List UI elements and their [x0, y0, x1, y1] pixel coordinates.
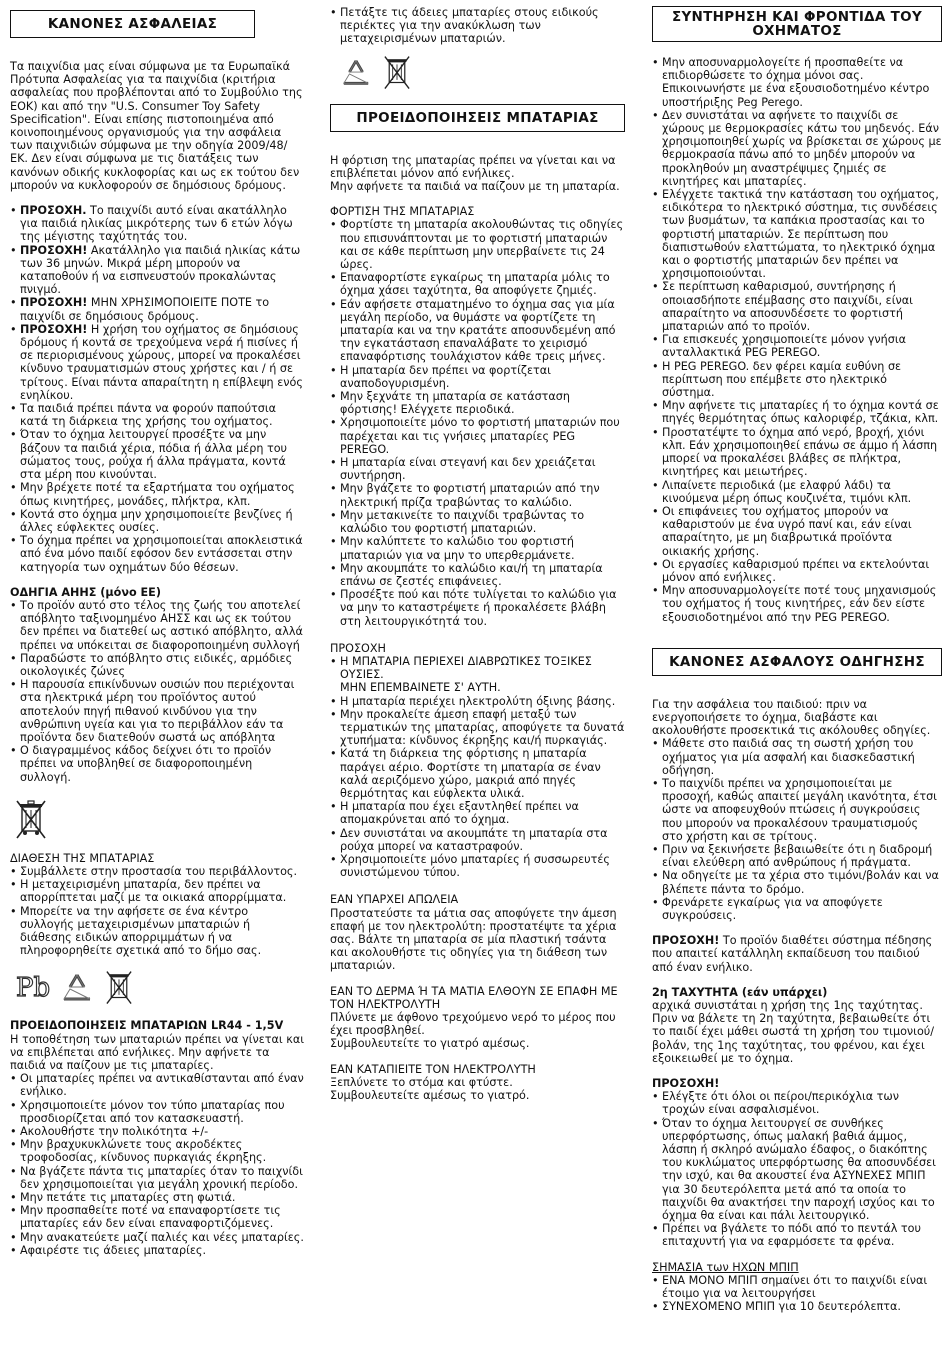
- list-item: • Συμβάλλετε στην προστασία του περιβάλλοντος.: [10, 865, 305, 878]
- warning-item: • Όταν το όχημα λειτουργεί προσέξτε να μην βάζουν τα παιδιά χέρια, πόδια ή άλλα μέρη του σώματος τους, ρούχα ή άλλα πράγματα, κοντά στα μέρη που κινούνται.: [10, 428, 305, 481]
- brake-warning: ΠΡΟΣΟΧΗ! Το προϊόν διαθέτει σύστημα πέδησης που απαιτεί κατάλληλη εκπαίδευση του παιδιού από έναν ενήλικο.: [652, 934, 933, 974]
- list-item: • Η μπαταρία είναι στεγανή και δεν χρειάζεται συντήρηση.: [330, 456, 625, 482]
- list-item: • Παραδώστε το απόβλητο στις ειδικές, αρμόδιες οικολογικές ζώνες: [10, 652, 305, 678]
- list-item: • Ακολουθήστε την πολικότητα +/-: [10, 1125, 305, 1138]
- beep-list: [652, 1274, 942, 1314]
- charging-heading: ΦΟΡΤΙΣΗ ΤΗΣ ΜΠΑΤΑΡΙΑΣ: [330, 205, 475, 219]
- lr44-list: [10, 1072, 305, 1257]
- list-item: • Αφαιρέστε τις άδειες μπαταρίες.: [10, 1244, 305, 1257]
- list-item: • Δεν συνιστάται να ακουμπάτε τη μπαταρία στα ρούχα μπορεί να καταστραφούν.: [330, 827, 625, 853]
- safety-intro: Τα παιχνίδια μας είναι σύμφωνα με τα Ευρωπαϊκά Πρότυπα Ασφαλείας για τα παιχνίδια (κριτήρια ασφαλείας που προβλέπονται από το Συμβούλιο της ΕΟΚ) και από την "U.S. Consumer Toy Safety Specification". Είναι επίσης πιστοποιημένα από κοινοποιημένους οργανισμούς για την ασφάλεια των παιχνιδιών σύμφωνα με την οδηγία 2009/48/ΕΚ. Δεν είναι σύμφωνα με τις διατάξεις των κανόνων οδικής κυκλοφορίας και ως εκ τούτου δεν μπορούν να κυκλοφορούν σε δημόσιους δρόμους.: [10, 60, 303, 192]
- list-item: • Προσέξτε πού και πότε τυλίγεται το καλώδιο για να μην το καταστρέψετε ή προκαλέσετε βλάβη στη λειτουργικότητά του.: [330, 588, 625, 628]
- list-item: • Προστατέψτε το όχημα από νερό, βροχή, χιόνι κλπ. Εάν χρησιμοποιηθεί επάνω σε άμμο ή λάσπη μπορεί να προκαλέσει βλάβες σε πλήκτρα, κινητήρες και μειωτήρες.: [652, 426, 942, 479]
- caution-heading: ΠΡΟΣΟΧΗ!: [652, 1077, 720, 1091]
- list-item: • Οι μπαταρίες πρέπει να αντικαθίστανται από έναν ενήλικο.: [10, 1072, 305, 1098]
- list-item: • Χρησιμοποιείτε μόνο το φορτιστή μπαταριών που παρέχεται και τις γνήσιες μπαταρίες PEG PEREGO.: [330, 416, 625, 456]
- column-1: [10, 6, 305, 1257]
- list-item: • Να βγάζετε πάντα τις μπαταρίες όταν το παιχνίδι δεν χρησιμοποιείται για μεγάλη χρονική περίοδο.: [10, 1165, 305, 1191]
- battery-disposal-heading: ΔΙΑΘΕΣΗ ΤΗΣ ΜΠΑΤΑΡΙΑΣ: [10, 851, 155, 865]
- recycle-icon: [340, 58, 372, 88]
- driving-intro: Για την ασφάλεια του παιδιού: πριν να ενεργοποιήσετε το όχημα, διαβάστε και ακολουθήστε προσεκτικά τις ακόλουθες οδηγίες.: [652, 697, 931, 738]
- list-item: • Μην αποσυναρμολογείτε ή προσπαθείτε να επιδιορθώσετε το όχημα μόνοι σας. Επικοινωνήστε με ένα εξουσιοδοτημένο κέντρο υποστήριξης Peg Perego.: [652, 56, 942, 109]
- list-item: • Μην βραχυκυκλώνετε τους ακροδέκτες τροφοδοσίας, κίνδυνος πυρκαγιάς έκρηξης.: [10, 1138, 305, 1164]
- battery-recycle-icons: [340, 54, 625, 92]
- list-item: • Μην καλύπτετε το καλώδιο του φορτιστή μπαταριών για να μην το υπερθερμάνετε.: [330, 535, 625, 561]
- battery-warnings-title: ΠΡΟΕΙΔΟΠΟΙΗΣΕΙΣ ΜΠΑΤΑΡΙΑΣ: [330, 104, 625, 132]
- warning-item: • ΠΡΟΣΟΧΗ! Ακατάλληλο για παιδιά ηλικίας κάτω των 36 μηνών. Μικρά μέρη μπορούν να καταποθούν ή να εισπνευστούν προκαλώντας πνιγμό.: [10, 244, 305, 297]
- list-item: • Πετάξτε τις άδειες μπαταρίες στους ειδικούς περιέκτες για την ανακύκλωση των μεταχειρισμένων μπαταριών.: [330, 6, 625, 46]
- second-gear-text: αρχικά συνιστάται η χρήση της 1ης ταχύτητας. Πριν να βάλετε τη 2η ταχύτητα, βεβαιωθείτε ότι το παιδί έχει μάθει σωστά τη χρήση του τιμονιού/βολάν, της 1ης ταχύτητας, του φρένου, και έχει εξοικειωθεί με το όχημα.: [652, 999, 935, 1065]
- list-item: • Χρησιμοποιείτε μόνον τον τύπο μπαταρίας που προσδιορίζεται από τον κατασκευαστή.: [10, 1099, 305, 1125]
- recycle-icon: [60, 972, 94, 1004]
- swallow-heading: ΕΑΝ ΚΑΤΑΠΙΕΙΤΕ ΤΟΝ ΗΛΕΚΤΡΟΛΥΤΗ: [330, 1062, 536, 1076]
- maintenance-title: ΣΥΝΤΗΡΗΣΗ ΚΑΙ ΦΡΟΝΤΙΔΑ ΤΟΥ ΟΧΗΜΑΤΟΣ: [652, 6, 942, 42]
- list-item: • Μην αποσυναρμολογείτε ποτέ τους μηχανισμούς του οχήματος ή τους κινητήρες, εάν δεν είστε εξουσιοδοτημένοι από την PEG PEREGO.: [652, 584, 942, 624]
- leak-text: Προστατεύστε τα μάτια σας αποφύγετε την άμεση επαφή με τον ηλεκτρολύτη: προστατέψτε τα χέρια σας. Βάλτε τη μπαταρία σε μία πλαστική τσάντα και ακολουθήστε τις οδηγίες για τη διάθεση των μπαταριών.: [330, 906, 617, 973]
- pb-symbol: Pb: [16, 973, 51, 1004]
- caution-list: [330, 655, 625, 879]
- column-3: [652, 6, 942, 1313]
- swallow-text: Ξεπλύνετε το στόμα και φτύστε. Συμβουλευτείτε αμέσως το γιατρό.: [330, 1075, 530, 1103]
- list-item: • ΕΝΑ ΜΟΝΟ ΜΠΙΠ σημαίνει ότι το παιχνίδι είναι έτοιμο για να λειτουργήσει: [652, 1274, 942, 1300]
- list-item: • Η μεταχειρισμένη μπαταρία, δεν πρέπει να απορρίπτεται μαζί με τα οικιακά απορρίμματα.: [10, 878, 305, 904]
- list-item: • Δεν συνιστάται να αφήνετε το παιχνίδι σε χώρους με θερμοκρασίες κάτω του μηδενός. Εάν χρησιμοποιηθεί χωρίς να βρίσκεται σε χώρους με θερμοκρασία πάνω από το μηδέν μπορούν να προκληθούν μη αναστρέψιμες ζημιές σε κινητήρες και μπαταρίες.: [652, 109, 942, 188]
- list-item: • Κατά τη διάρκεια της φόρτισης η μπαταρία παράγει αέριο. Φορτίστε τη μπαταρία σε έναν καλά αεριζόμενο χώρο, μακριά από πηγές θερμότητας και εύφλεκτα υλικά.: [330, 747, 625, 800]
- list-item: • Οι εργασίες καθαρισμού πρέπει να εκτελούνται μόνον από ενήλικες.: [652, 558, 942, 584]
- list-item: • ΣΥΝΕΧΟΜΕΝΟ ΜΠΙΠ για 10 δευτερόλεπτα.: [652, 1300, 942, 1313]
- list-item: • Όταν το όχημα λειτουργεί σε συνθήκες υπερφόρτωσης, όπως μαλακή βαθιά άμμος, λάσπη ή σκληρό ανώμαλο έδαφος, ο διακόπτης του κυκλώματος υπερφόρτωσης θα αποσυνδέσει την ισχύ, και θα ακουστεί ένα ΑΣΥΝΕΧΕΣ ΜΠΙΠ για 30 δευτερόλεπτα μετά από τα οποία το παιχνίδι θα ανακτήσει την παροχή ισχύος και το όχημα θα είναι και πάλι λειτουργικό.: [652, 1117, 942, 1223]
- list-item: • Η παρουσία επικίνδυνων ουσιών που περιέχονται στα ηλεκτρικά μέρη του προϊόντος αυτού αποτελούν πηγή πιθανού κινδύνου για την ανθρώπινη υγεία και για το περιβάλλον εάν τα προϊόντα δεν διατεθούν σωστά ως απόβλητα: [10, 678, 305, 744]
- driving-list: [652, 737, 942, 922]
- list-item: • Επαναφορτίστε εγκαίρως τη μπαταρία μόλις το όχημα χάσει ταχύτητα, θα αποφύγετε ζημιές.: [330, 271, 625, 297]
- list-item: • Το παιχνίδι πρέπει να χρησιμοποιείται με προσοχή, καθώς απαιτεί μεγάλη ικανότητα, έτσι ώστε να αποφευχθούν πτώσεις ή συγκρούσεις που μπορούν να προκαλέσουν τραυματισμούς στο χρήστη και σε τρίτους.: [652, 777, 942, 843]
- list-item: • Για επισκευές χρησιμοποιείτε μόνον γνήσια ανταλλακτικά PEG PEREGO.: [652, 333, 942, 359]
- list-item: • Μην βγάζετε το φορτιστή μπαταριών από την ηλεκτρική πρίζα τραβώντας το καλώδιο.: [330, 482, 625, 508]
- list-item: • Σε περίπτωση καθαρισμού, συντήρησης ή οποιασδήποτε επέμβασης στο παιχνίδι, είναι απαραίτητο να αποσυνδέσετε το φορτιστή μπαταριών από το προϊόν.: [652, 280, 942, 333]
- crossed-bin-icon: [104, 969, 134, 1007]
- second-gear-heading: 2η ΤΑΧΥΤΗΤΑ (εάν υπάρχει): [652, 985, 828, 999]
- beep-meaning-heading: ΣΗΜΑΣΙΑ των ΗΧΩΝ ΜΠΙΠ: [652, 1260, 799, 1274]
- list-item: • Λιπαίνετε περιοδικά (με ελαφρύ λάδι) τα κινούμενα μέρη όπως κουζινέτα, τιμόνι κλπ.: [652, 479, 942, 505]
- warning-item: • ΠΡΟΣΟΧΗ! Η χρήση του οχήματος σε δημόσιους δρόμους ή κοντά σε τρεχούμενα νερά ή πισίνες ή σε περιορισμένους χώρους, μπορεί να προκαλέσει κίνδυνο τραυματισμών στους χρήστες και / ή σε τρίτους. Είναι πάντα απαραίτητη η επίβλεψη ενός ενηλίκου.: [10, 323, 305, 402]
- list-item: • Μπορείτε να την αφήσετε σε ένα κέντρο συλλογής μεταχειρισμένων μπαταριών ή διάθεσης ειδικών απορριμμάτων ή να πληροφορηθείτε σχετικά από το δήμο σας.: [10, 905, 305, 958]
- list-item: • Οι επιφάνειες του οχήματος μπορούν να καθαριστούν με ένα υγρό πανί και, εάν είναι απαραίτητο, με μη διαβρωτικά προϊόντα οικιακής χρήσης.: [652, 505, 942, 558]
- charging-list: [330, 218, 625, 627]
- leak-heading: ΕΑΝ ΥΠΑΡΧΕΙ ΑΠΩΛΕΙΑ: [330, 893, 459, 907]
- battery-disposal-list: [10, 865, 305, 957]
- list-item: • Μην ακουμπάτε το καλώδιο και/ή τη μπαταρία επάνω σε ζεστές επιφάνειες.: [330, 562, 625, 588]
- list-item: • Το προϊόν αυτό στο τέλος της ζωής του αποτελεί απόβλητο ταξινομημένο ΑΗΣΣ και ως εκ τούτου δεν πρέπει να διατεθεί ως αστικό απόβλητο, αλλά πρέπει να υπόκειται σε διαφοροποιημένη συλλογή: [10, 599, 305, 652]
- list-item: • Φρενάρετε εγκαίρως για να αποφύγετε συγκρούσεις.: [652, 896, 942, 922]
- safe-driving-title: ΚΑΝΟΝΕΣ ΑΣΦΑΛΟΥΣ ΟΔΗΓΗΣΗΣ: [652, 648, 942, 676]
- list-item: • Μην ξεχνάτε τη μπαταρία σε κατάσταση φόρτισης! Ελέγχετε περιοδικά.: [330, 390, 625, 416]
- warning-item: • ΠΡΟΣΟΧΗ. Το παιχνίδι αυτό είναι ακατάλληλο για παιδιά ηλικίας μικρότερης των 6 ετών λόγω της μέγιστης ταχύτητάς του.: [10, 204, 305, 244]
- battery-recycle-list: [330, 6, 625, 46]
- list-item: • Η ΜΠΑΤΑΡΙΑ ΠΕΡΙΕΧΕΙ ΔΙΑΒΡΩΤΙΚΕΣ ΤΟΞΙΚΕΣ ΟΥΣΙΕΣ. ΜΗΝ ΕΠΕΜΒΑΙΝΕΤΕ Σ' ΑΥΤΗ.: [330, 655, 625, 695]
- list-item: • Μην πετάτε τις μπαταρίες στη φωτιά.: [10, 1191, 305, 1204]
- list-item: • Η PEG PEREGO. δεν φέρει καμία ευθύνη σε περίπτωση που επέμβετε στο ηλεκτρικό σύστημα.: [652, 360, 942, 400]
- maintenance-list: [652, 56, 942, 624]
- list-item: • Εάν αφήσετε σταματημένο το όχημα σας για μία μεγάλη περίοδο, να θυμάστε να φορτίζετε τη μπαταρία και να την κρατάτε αποσυνδεμένη από την εγκατάσταση επαναλάβατε το χειρισμό επαναφόρτισης τουλάχιστον κάθε τρεις μήνες.: [330, 298, 625, 364]
- list-item: • Μην προσπαθείτε ποτέ να επαναφορτίσετε τις μπαταρίες εάν δεν είναι επαναφορτιζόμενες.: [10, 1204, 305, 1230]
- safety-rules-title: ΚΑΝΟΝΕΣ ΑΣΦΑΛΕΙΑΣ: [10, 10, 255, 38]
- crossed-bin-icon: [382, 54, 412, 92]
- list-item: • Μην ανακατεύετε μαζί παλιές και νέες μπαταρίες.: [10, 1231, 305, 1244]
- weee-list: [10, 599, 305, 784]
- list-item: • Μην προκαλείτε άμεση επαφή μεταξύ των τερματικών της μπαταρίας, αποφύγετε τα δυνατά χτυπήματα: κίνδυνος έκρηξης και/ή πυρκαγιάς.: [330, 708, 625, 748]
- list-item: • Μην μετακινείτε το παιχνίδι τραβώντας το καλώδιο του φορτιστή μπαταριών.: [330, 509, 625, 535]
- weee-heading: ΟΔΗΓΙΑ ΑΗΗΣ (μόνο ΕΕ): [10, 585, 161, 599]
- warning-item: • Τα παιδιά πρέπει πάντα να φορούν παπούτσια κατά τη διάρκεια της χρήσης του οχήματος.: [10, 402, 305, 428]
- battery-warnings-intro: Η φόρτιση της μπαταρίας πρέπει να γίνεται και να επιβλέπεται μόνον από ενήλικες. Μην αφήνετε τα παιδιά να παίζουν με τη μπαταρία.: [330, 153, 620, 194]
- list-item: • Να οδηγείτε με τα χέρια στο τιμόνι/βολάν και να βλέπετε πάντα το δρόμο.: [652, 869, 942, 895]
- safety-warnings-list: [10, 204, 305, 574]
- list-item: • Πριν να ξεκινήσετε βεβαιωθείτε ότι η διαδρομή είναι ελεύθερη από ανθρώπους ή πράγματα.: [652, 843, 942, 869]
- list-item: • Ελέγχετε τακτικά την κατάσταση του οχήματος, ειδικότερα το ηλεκτρικό σύστημα, τις συνδέσεις των βυσμάτων, τα καπάκια προστασίας και το φορτιστή μπαταριών. Σε περίπτωση που διαπιστωθούν ελαττώματα, το ηλεκτρικό όχημα και ο φορτιστής μπαταριών δεν πρέπει να χρησιμοποιούνται.: [652, 188, 942, 280]
- warning-item: • Το όχημα πρέπει να χρησιμοποιείται αποκλειστικά από ένα μόνο παιδί εφόσον δεν εντάσσεται στην κατηγορία των οχημάτων δύο θέσεων.: [10, 534, 305, 574]
- list-item: • Η μπαταρία που έχει εξαντληθεί πρέπει να απομακρύνεται από το όχημα.: [330, 800, 625, 826]
- list-item: • Ελέγξτε ότι όλοι οι πείροι/περικόχλια των τροχών είναι ασφαλισμένοι.: [652, 1090, 942, 1116]
- list-item: • Χρησιμοποιείτε μόνο μπαταρίες ή συσσωρευτές συνιστώμενου τύπου.: [330, 853, 625, 879]
- caution-list: [652, 1090, 942, 1248]
- caution-heading: ΠΡΟΣΟΧΗ: [330, 641, 386, 655]
- list-item: • Η μπαταρία δεν πρέπει να φορτίζεται αναποδογυρισμένη.: [330, 364, 625, 390]
- disposal-icons: [16, 969, 305, 1007]
- column-2: [330, 6, 625, 1102]
- lr44-intro: Η τοποθέτηση των μπαταριών πρέπει να γίνεται και να επιβλέπεται από ενήλικες. Μην αφήνετε τα παιδιά να παίζουν με τις μπαταρίες.: [10, 1032, 304, 1072]
- list-item: • Ο διαγραμμένος κάδος δείχνει ότι το προϊόν πρέπει να υποβληθεί σε διαφοροποιημένη συλλογή.: [10, 744, 305, 784]
- warning-item: • Μην βρέχετε ποτέ τα εξαρτήματα του οχήματος όπως κινητήρες, μονάδες, πλήκτρα, κλπ.: [10, 481, 305, 507]
- list-item: • Μην αφήνετε τις μπαταρίες ή το όχημα κοντά σε πηγές θερμότητας όπως καλοριφέρ, τζάκια, κλπ.: [652, 399, 942, 425]
- crossed-bin-icon: [14, 798, 305, 842]
- list-item: • Η μπαταρία περιέχει ηλεκτρολύτη όξινης βάσης.: [330, 695, 625, 708]
- skin-contact-heading: ΕΑΝ ΤΟ ΔΕΡΜΑ Ή ΤΑ ΜΑΤΙΑ ΕΛΘΟΥΝ ΣΕ ΕΠΑΦΗ ΜΕ ΤΟΝ ΗΛΕΚΤΡΟΛΥΤΗ: [330, 984, 618, 1011]
- list-item: • Φορτίστε τη μπαταρία ακολουθώντας τις οδηγίες που επισυνάπτονται με το φορτιστή μπαταριών και σε κάθε περίπτωση μην υπερβαίνετε τις 24 ώρες.: [330, 218, 625, 271]
- list-item: • Πρέπει να βγάλετε το πόδι από το πεντάλ του επιταχυντή για να εφαρμόσετε τα φρένα.: [652, 1222, 942, 1248]
- warning-item: • Κοντά στο όχημα μην χρησιμοποιείτε βενζίνες ή άλλες εύφλεκτες ουσίες.: [10, 508, 305, 534]
- warning-item: • ΠΡΟΣΟΧΗ! ΜΗΝ ΧΡΗΣΙΜΟΠΟΙΕΙΤΕ ΠΟΤΕ το παιχνίδι σε δημόσιους δρόμους.: [10, 296, 305, 322]
- skin-contact-text: Πλύνετε με άφθονο τρεχούμενο νερό το μέρος που έχει προσβληθεί. Συμβουλευτείτε το γιατρό αμέσως.: [330, 1011, 616, 1051]
- list-item: • Μάθετε στο παιδιά σας τη σωστή χρήση του οχήματος για μία ασφαλή και διασκεδαστική οδήγηση.: [652, 737, 942, 777]
- lr44-heading: ΠΡΟΕΙΔΟΠΟΙΗΣΕΙΣ ΜΠΑΤΑΡΙΩΝ LR44 - 1,5V: [10, 1019, 284, 1033]
